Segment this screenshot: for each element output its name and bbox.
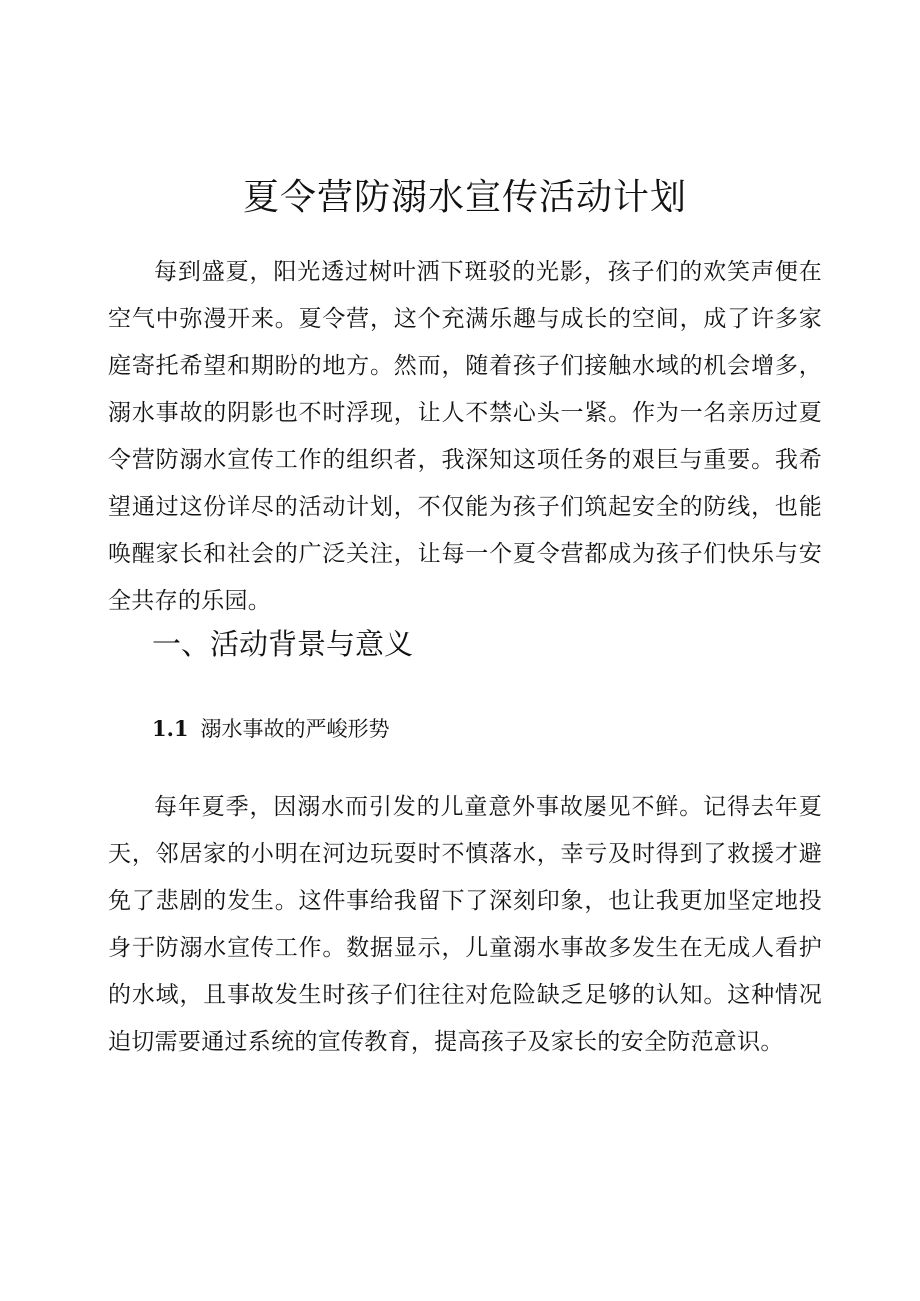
subsection-number: 1.1 [152,716,189,741]
body-paragraph: 每年夏季，因溺水而引发的儿童意外事故屡见不鲜。记得去年夏天，邻居家的小明在河边玩耍时不慎落水，幸亏及时得到了救援才避免了悲剧的发生。这件事给我留下了深刻印象，也让我更加坚定地投身于防溺水宣传工作。数据显示，儿童溺水事故多发生在无成人看护的水域，且事故发生时孩子们往往对危险缺乏足够的认知。这种情况迫切需要通过系统的宣传教育，提高孩子及家长的安全防范意识。 [108,794,822,1055]
document-title: 夏令营防溺水宣传活动计划 [242,177,687,218]
subsection-heading [152,709,390,749]
subsection-title: 溺水事故的严峻形势 [200,717,390,741]
intro-paragraph: 每到盛夏，阳光透过树叶洒下斑驳的光影，孩子们的欢笑声便在空气中弥漫开来。夏令营，这个充满乐趣与成长的空间，成了许多家庭寄托希望和期盼的地方。然而，随着孩子们接触水域的机会增多，溺水事故的阴影也不时浮现，让人不禁心头一紧。作为一名亲历过夏令营防溺水宣传工作的组织者，我深知这项任务的艰巨与重要。我希望通过这份详尽的活动计划，不仅能为孩子们筑起安全的防线，也能唤醒家长和社会的广泛关注，让每一个夏令营都成为孩子们快乐与安全共存的乐园。 [108,259,822,614]
section-heading: 一、活动背景与意义 [152,627,414,661]
